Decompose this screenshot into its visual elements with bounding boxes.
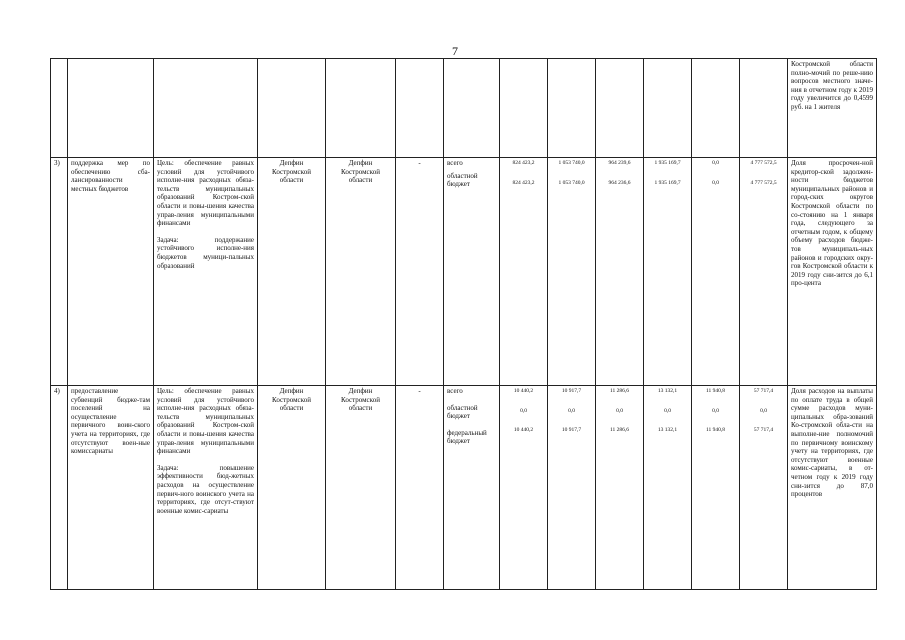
value: 964 239,6 [608, 160, 631, 166]
value: 10 917,7 [561, 427, 582, 434]
value: 0,0 [616, 407, 623, 414]
table-row [51, 386, 877, 590]
continuation-row [51, 59, 877, 158]
value-cell [692, 386, 740, 590]
dash-cell: - [396, 158, 444, 386]
dash-cell: - [396, 386, 444, 590]
source-label: всего [447, 159, 463, 167]
value: 824 423,2 [512, 160, 535, 166]
row-number: 3) [51, 158, 68, 386]
value-cell [740, 386, 788, 590]
value-cell [692, 158, 740, 386]
value: 0,0 [568, 407, 575, 414]
value-cell [500, 158, 548, 386]
source-label: всего [447, 387, 463, 395]
sources-cell [444, 158, 500, 386]
value-cell [596, 158, 644, 386]
value: 1 053 740,0 [558, 160, 585, 166]
value: 0,0 [712, 407, 719, 414]
value-cell [644, 158, 692, 386]
value-cell [596, 386, 644, 590]
value: 13 132,1 [657, 427, 678, 434]
value: 11 286,6 [609, 388, 630, 394]
value-cell [548, 158, 596, 386]
coexecutor: Депфин Костромской области [326, 158, 396, 386]
goal-text: Цель: обеспечение равных условий для устойчивого исполне-ния расходных обяза-тельств муниципальных образований Костром-ской области и повы-шения качества управ-ления муниципальными финансами [157, 159, 254, 228]
result-cell: Доля просрочен-ной кредитор-ской задолжен-ности бюджетов муниципальных районов и город-ских округов Костромской области по со-стоянию на 1 января года, следующего за отчетным годом, к общему объему расходов бюдже-тов муниципаль-ных районов и городских окру-гов Костромской области к 2019 году сни-зится до 6,1 про-цента [788, 158, 877, 386]
value: 964 236,6 [608, 179, 631, 186]
goal-task-cell [154, 158, 258, 386]
page-number: 7 [452, 44, 458, 58]
value: 1 935 169,7 [654, 179, 681, 186]
value: 4 777 572,5 [750, 179, 777, 186]
value: 0,0 [712, 179, 719, 186]
value: 57 717,4 [753, 388, 774, 394]
value: 0,0 [664, 407, 671, 414]
value: 1 053 740,0 [558, 179, 585, 186]
result-cell: Костромской области полно-мочий по реше-нию вопросов местного значе-ния в отчетном году к 2019 году увеличится до 0,4599 руб. на 1 жителя [788, 59, 877, 158]
program-table [50, 58, 877, 590]
value: 11 286,6 [609, 427, 630, 434]
goal-task-cell [154, 386, 258, 590]
task-text: Задача: поддержание устойчивого исполне-ния бюджетов муници-пальных образований [157, 235, 254, 270]
sources-cell [444, 386, 500, 590]
measure-name: предоставление субвенций бюдже-там поселений на осуществление первичного воин-ского учета на территориях, где отсутствуют воен-ные комиссариаты [68, 386, 154, 590]
value: 11 940,8 [705, 427, 726, 434]
value: 0,0 [760, 407, 767, 414]
value: 57 717,4 [753, 427, 774, 434]
goal-text: Цель: обеспечение равных условий для устойчивого исполне-ния расходных обяза-тельств муниципальных образований Костром-ской области и повы-шения качества управ-ления муниципальными финансами [157, 387, 254, 456]
coexecutor: Депфин Костромской области [326, 386, 396, 590]
responsible: Депфин Костромской области [258, 386, 326, 590]
value: 0,0 [712, 160, 719, 166]
value: 824 423,2 [512, 179, 535, 186]
value: 13 132,1 [657, 388, 678, 394]
source-label: федеральный бюджет [447, 428, 487, 446]
table-row [51, 158, 877, 386]
measure-name: поддержка мер по обеспечению сба-лансированности местных бюджетов [68, 158, 154, 386]
value-cell [644, 386, 692, 590]
result-cell: Доля расходов на выплаты по оплате труда в общей сумме расходов муни-ципальных обра-зований Ко-стромской обла-сти на выполне-ние полномочий по первичному воинскому учету на территориях, где отсутствуют военные комис-сариаты, в от-четном году к 2019 году сни-зится до 87,0 процентов [788, 386, 877, 590]
row-number: 4) [51, 386, 68, 590]
value: 11 940,8 [705, 388, 726, 394]
value-cell [500, 386, 548, 590]
value-cell [548, 386, 596, 590]
value: 10 440,2 [513, 388, 534, 394]
source-label: областной бюджет [447, 403, 478, 421]
value: 0,0 [520, 407, 527, 414]
value: 10 917,7 [561, 388, 582, 394]
value: 10 440,2 [513, 427, 534, 434]
task-text: Задача: повышение эффективности бюд-жетных расходов на осуществление первич-ного воинского учета на территориях, где отсут-ствуют военные комис-сариаты [157, 463, 254, 515]
value-cell [740, 158, 788, 386]
source-label: областной бюджет [447, 171, 478, 189]
value: 1 935 169,7 [654, 160, 681, 166]
responsible: Депфин Костромской области [258, 158, 326, 386]
value: 4 777 572,5 [750, 160, 777, 166]
